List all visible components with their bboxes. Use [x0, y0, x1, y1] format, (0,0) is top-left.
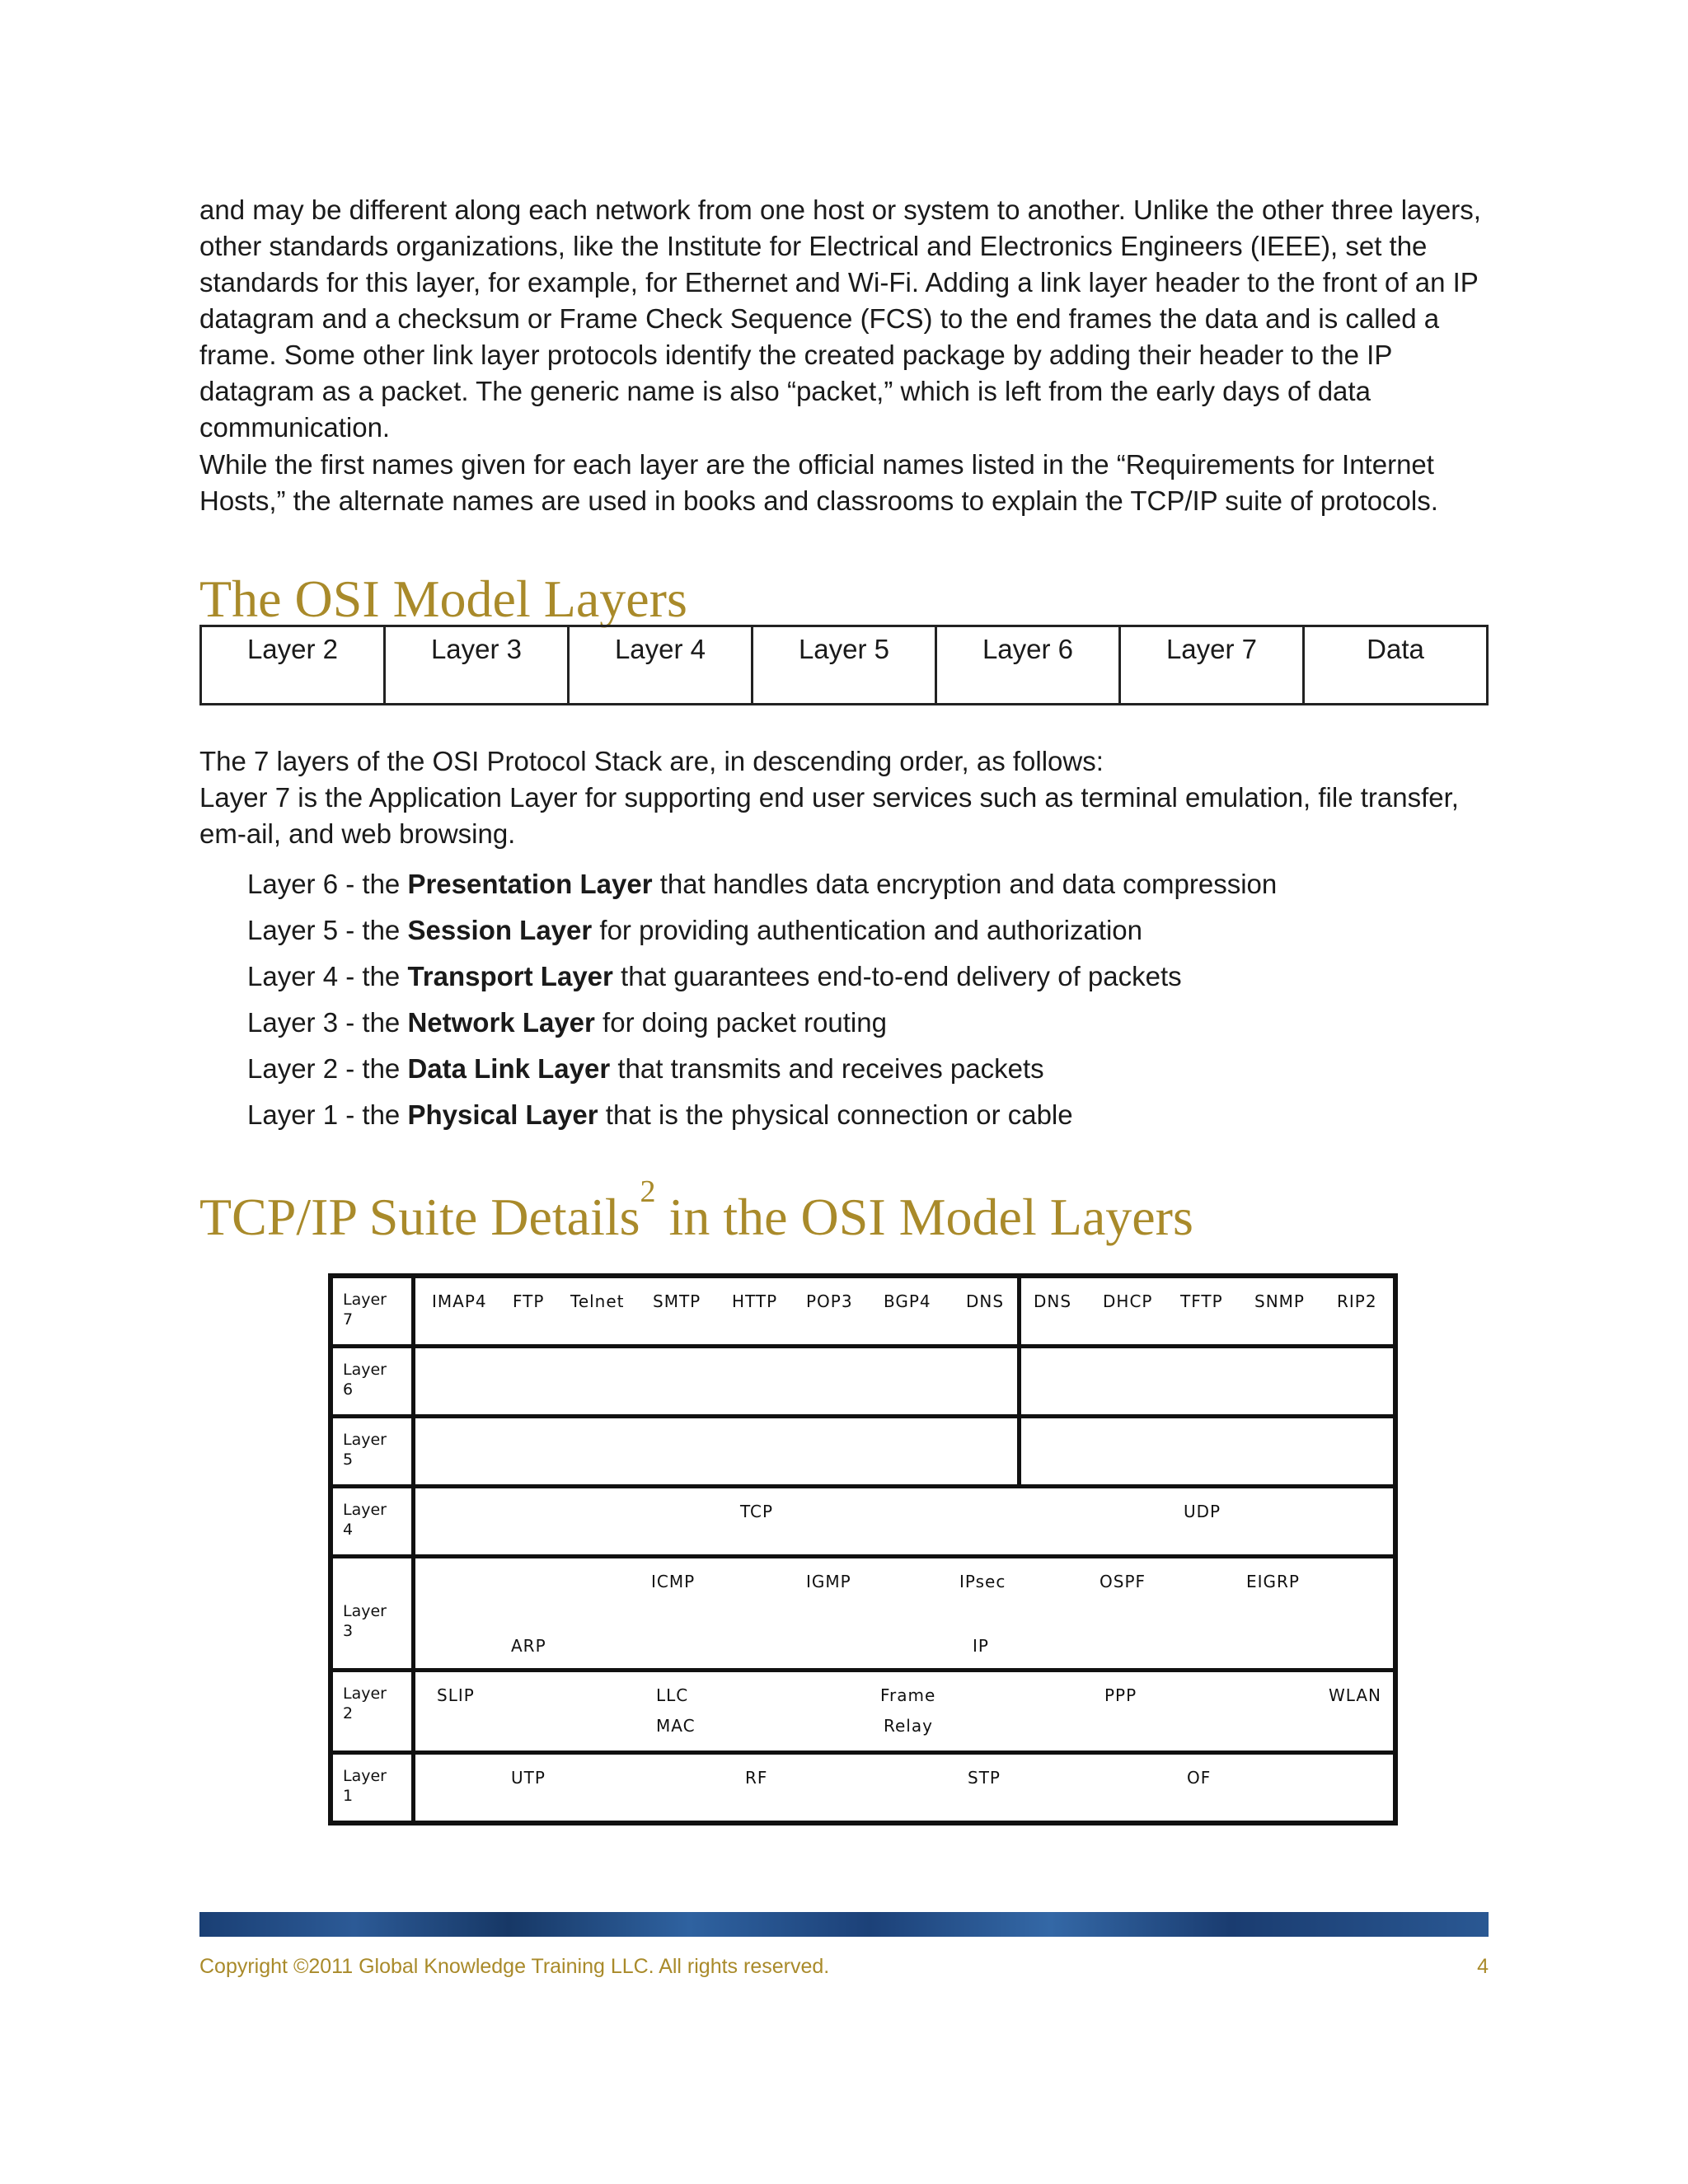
grid-row-layer-7	[333, 1278, 1393, 1348]
row-label: Layer 4	[333, 1488, 415, 1554]
footer-bar	[199, 1912, 1489, 1937]
protocol-label: SNMP	[1254, 1291, 1305, 1311]
row-label: Layer 1	[333, 1755, 415, 1821]
osi-cell: Layer 2	[202, 627, 386, 703]
protocol-label: OF	[1187, 1768, 1212, 1788]
protocol-label: RIP2	[1337, 1291, 1377, 1311]
protocol-label: IPsec	[959, 1572, 1006, 1591]
osi-cell: Layer 5	[753, 627, 937, 703]
protocol-label: DNS	[966, 1291, 1005, 1311]
protocol-label: ICMP	[651, 1572, 696, 1591]
protocol-label: ARP	[511, 1636, 546, 1656]
protocol-label: TCP	[740, 1502, 774, 1521]
osi-cell: Data	[1367, 634, 1424, 664]
protocol-label: FTP	[513, 1291, 545, 1311]
body-paragraph: and may be different along each network from one host or system to another. Unlike the other three layers, other standards organizations, like the Institute for Electrical and Electronics Engineers (IEEE), set the standards for this layer, for example, for Ethernet and Wi-Fi. Adding a link layer header to the front of an IP datagram and a checksum or Frame Check Sequence (FCS) to the end frames the data and is called a frame. Some other link layer protocols identify the created package by adding their header to the IP datagram as a packet. The generic name is also “packet,” which is left from the early days of data communication.	[199, 194, 1481, 443]
protocol-label: RF	[745, 1768, 768, 1788]
protocol-label: UTP	[511, 1768, 546, 1788]
protocol-label: DHCP	[1103, 1291, 1153, 1311]
protocol-label: SMTP	[653, 1291, 701, 1311]
protocol-label: OSPF	[1100, 1572, 1146, 1591]
protocol-label: MAC	[656, 1716, 696, 1736]
grid-row-layer-2	[333, 1672, 1393, 1755]
protocol-label: SLIP	[437, 1685, 475, 1705]
protocol-label: TFTP	[1180, 1291, 1223, 1311]
grid-row-layer-5	[333, 1418, 1393, 1488]
list-item: Layer 2 - the Data Link Layer that transmits and receives packets	[247, 1053, 1044, 1084]
protocol-label: HTTP	[732, 1291, 778, 1311]
osi-cell: Layer 3	[386, 627, 570, 703]
list-item: Layer 4 - the Transport Layer that guarantees end-to-end delivery of packets	[247, 961, 1182, 991]
osi-cell: Layer 6	[937, 627, 1121, 703]
osi-layers-table	[199, 625, 1489, 705]
section-title-tcpip: TCP/IP Suite Details$^2$ in the OSI Model Layers	[199, 1174, 1193, 1246]
protocol-label: EIGRP	[1246, 1572, 1300, 1591]
protocol-label: IGMP	[806, 1572, 851, 1591]
protocol-label: IP	[973, 1636, 989, 1656]
tcpip-diagram	[328, 1273, 1398, 1825]
protocol-label: BGP4	[884, 1291, 931, 1311]
row-divider	[1017, 1278, 1021, 1344]
osi-cell: Layer 7	[1121, 627, 1305, 703]
intro-line: The 7 layers of the OSI Protocol Stack are, in descending order, as follows:	[199, 746, 1104, 776]
row-divider	[1017, 1348, 1021, 1414]
protocol-label: DNS	[1034, 1291, 1072, 1311]
osi-intro	[199, 743, 1502, 852]
row-label: Layer 5	[333, 1418, 415, 1484]
protocol-label: POP3	[806, 1291, 853, 1311]
list-item: Layer 1 - the Physical Layer that is the physical connection or cable	[247, 1099, 1073, 1130]
list-item: Layer 6 - the Presentation Layer that handles data encryption and data compression	[247, 869, 1278, 899]
list-item: Layer 3 - the Network Layer for doing packet routing	[247, 1007, 887, 1038]
protocol-label: LLC	[656, 1685, 689, 1705]
list-item: Layer 5 - the Session Layer for providing authentication and authorization	[247, 915, 1143, 945]
grid-row-layer-4	[333, 1488, 1393, 1558]
section-title-osi: The OSI Model Layers	[199, 569, 687, 628]
row-label: Layer 3	[333, 1558, 415, 1668]
grid-row-layer-6	[333, 1348, 1393, 1418]
layer-list	[247, 861, 1277, 1138]
copyright-text: Copyright ©2011 Global Knowledge Training LLC. All rights reserved.	[199, 1955, 830, 1978]
grid-row-layer-3	[333, 1558, 1393, 1672]
protocol-label: Relay	[884, 1716, 933, 1736]
protocol-label: UDP	[1184, 1502, 1221, 1521]
protocol-label: Frame	[880, 1685, 936, 1705]
osi-cell: Layer 4	[570, 627, 753, 703]
grid-row-layer-1	[333, 1755, 1393, 1821]
body-paragraph: While the first names given for each layer are the official names listed in the “Requirements for Internet Hosts,” the alternate names are used in books and classrooms to explain the TCP/IP suite of protocols.	[199, 449, 1438, 516]
protocol-label: IMAP4	[432, 1291, 487, 1311]
protocol-label: WLAN	[1329, 1685, 1382, 1705]
row-divider	[1017, 1418, 1021, 1484]
row-label: Layer 7	[333, 1278, 415, 1344]
protocol-label: STP	[968, 1768, 1001, 1788]
protocol-label: PPP	[1104, 1685, 1137, 1705]
protocol-label: Telnet	[570, 1291, 625, 1311]
row-label: Layer 6	[333, 1348, 415, 1414]
row-label: Layer 2	[333, 1672, 415, 1750]
page-number: 4	[1477, 1955, 1489, 1978]
intro-line: Layer 7 is the Application Layer for supporting end user services such as terminal emulation, file transfer, em-ail, and web browsing.	[199, 782, 1459, 849]
